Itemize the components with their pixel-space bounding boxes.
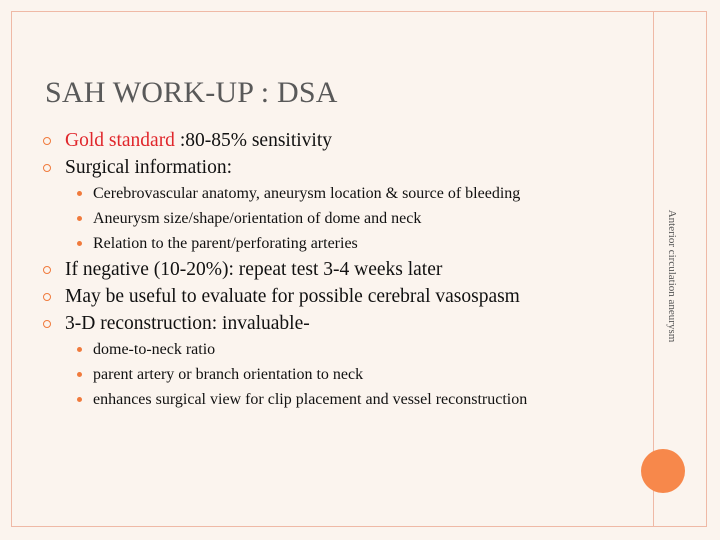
sub-bullet-text: Aneurysm size/shape/orientation of dome and neck: [93, 210, 422, 227]
bullet-text: :80-85% sensitivity: [174, 130, 333, 151]
dot-bullet-icon: [77, 241, 82, 246]
bullet-text: If negative (10-20%): repeat test 3-4 weeks later: [65, 259, 443, 280]
bullet-item: [43, 286, 613, 308]
sub-bullet-text: parent artery or branch orientation to neck: [93, 366, 364, 383]
dot-bullet-icon: [77, 347, 82, 352]
dot-bullet-icon: [77, 372, 82, 377]
bullet-item: [43, 259, 613, 281]
bullet-text: May be useful to evaluate for possible cerebral vasospasm: [65, 286, 520, 307]
highlight-text: Gold standard: [65, 130, 175, 151]
sub-bullet-text: Cerebrovascular anatomy, aneurysm location & source of bleeding: [93, 185, 521, 202]
bullet-text: Surgical information:: [65, 157, 232, 178]
sub-bullet-item: [43, 234, 613, 253]
ring-bullet-icon: [43, 293, 51, 301]
side-label: [665, 190, 679, 362]
sub-bullet-text: Relation to the parent/perforating arteries: [93, 235, 358, 252]
bullet-item: [43, 313, 613, 335]
bullet-item: [43, 130, 613, 152]
accent-circle: [641, 449, 685, 493]
sub-bullet-item: [43, 184, 613, 203]
sub-bullet-item: [43, 340, 613, 359]
side-label-text: Anterior circulation aneurysm: [666, 209, 678, 343]
ring-bullet-icon: [43, 137, 51, 145]
bullet-item: [43, 157, 613, 179]
sub-bullet-text: dome-to-neck ratio: [93, 341, 216, 358]
bullet-text: 3-D reconstruction: invaluable-: [65, 313, 310, 334]
ring-bullet-icon: [43, 164, 51, 172]
ring-bullet-icon: [43, 320, 51, 328]
bullet-list: [43, 130, 613, 415]
sub-bullet-item: [43, 209, 613, 228]
dot-bullet-icon: [77, 397, 82, 402]
sub-bullet-item: [43, 390, 613, 409]
sub-bullet-text: enhances surgical view for clip placement and vessel reconstruction: [93, 391, 528, 408]
ring-bullet-icon: [43, 266, 51, 274]
dot-bullet-icon: [77, 191, 82, 196]
slide-title: SAH WORK-UP : DSA: [45, 76, 338, 109]
dot-bullet-icon: [77, 216, 82, 221]
sub-bullet-item: [43, 365, 613, 384]
